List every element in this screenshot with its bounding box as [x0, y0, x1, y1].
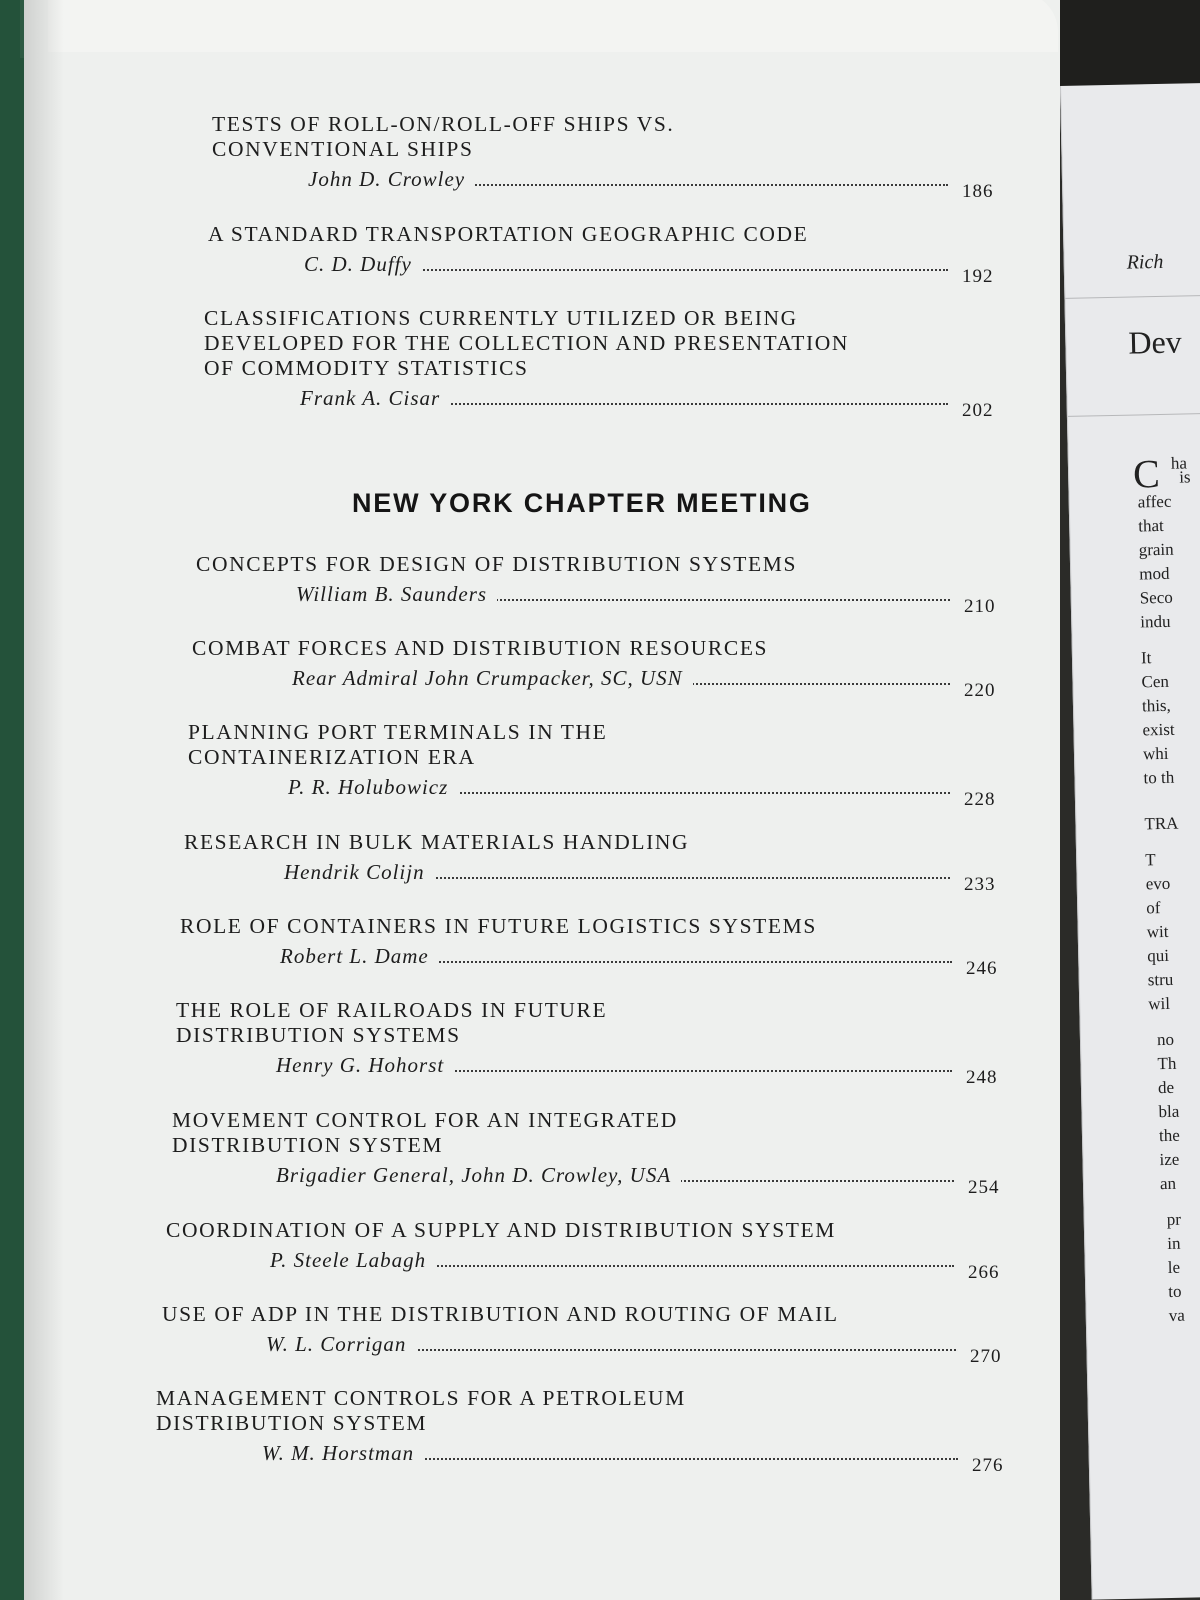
entry-author: Robert L. Dame — [280, 944, 439, 969]
author-row — [162, 1332, 1010, 1367]
entry-page-number: 254 — [968, 1177, 1000, 1198]
entry-page-number: 266 — [968, 1262, 1000, 1283]
entry-page-number: 210 — [964, 596, 996, 617]
right-page-text-line: evo — [1145, 873, 1171, 894]
entry-author: Rear Admiral John Crumpacker, SC, USN — [292, 666, 693, 691]
entry-author: Hendrik Colijn — [284, 860, 435, 885]
entry-title-line: THE ROLE OF RAILROADS IN FUTURE — [176, 998, 608, 1022]
entry-title-line: COMBAT FORCES AND DISTRIBUTION RESOURCES — [192, 636, 769, 660]
entry-page-number: 246 — [966, 958, 998, 979]
entry-title-line: CONVENTIONAL SHIPS — [212, 137, 474, 161]
right-page-text-line: indu — [1140, 611, 1171, 632]
toc-entry — [196, 552, 1004, 617]
entry-author: Brigadier General, John D. Crowley, USA — [276, 1163, 681, 1188]
entry-page-number: 192 — [962, 266, 994, 287]
entry-page-number: 228 — [964, 789, 996, 810]
right-page-text-line: wit — [1146, 921, 1169, 942]
author-row — [176, 1053, 1006, 1088]
toc-entry — [156, 1386, 1012, 1476]
right-page-text-line: Th — [1157, 1053, 1177, 1074]
entry-page-number: 248 — [966, 1067, 998, 1088]
right-page-text-line: It — [1140, 648, 1152, 668]
entry-author: John D. Crowley — [308, 167, 475, 192]
right-page-text-line: to — [1168, 1281, 1182, 1301]
entry-author: P. Steele Labagh — [270, 1248, 436, 1273]
right-page-text-line: whi — [1142, 743, 1169, 764]
author-row — [166, 1248, 1008, 1283]
right-page-text-line: stru — [1147, 969, 1174, 990]
entry-page-number: 220 — [964, 680, 996, 701]
toc-entry — [192, 636, 1004, 701]
right-page-title: Dev — [1128, 323, 1183, 361]
author-row — [196, 582, 1004, 617]
right-page-text-line: TRA — [1144, 813, 1179, 834]
author-row — [208, 252, 1002, 287]
right-page-text-line: this, — [1141, 695, 1172, 716]
entry-title-line: CONCEPTS FOR DESIGN OF DISTRIBUTION SYSTEMS — [196, 552, 797, 576]
entry-title-line: DEVELOPED FOR THE COLLECTION AND PRESENTATION — [204, 331, 849, 355]
toc-entry — [188, 720, 1004, 810]
right-page-text-line: ha — [1170, 453, 1188, 473]
author-row — [192, 666, 1004, 701]
author-row — [172, 1163, 1008, 1198]
toc-entry — [176, 998, 1006, 1088]
entry-page-number: 186 — [962, 181, 994, 202]
entry-title-line: MOVEMENT CONTROL FOR AN INTEGRATED — [172, 1108, 678, 1132]
author-row — [184, 860, 1004, 895]
author-row — [188, 775, 1004, 810]
right-page-text-line: pr — [1166, 1209, 1182, 1230]
entry-page-number: 233 — [964, 874, 996, 895]
entry-title-line: CONTAINERIZATION ERA — [188, 745, 476, 769]
right-page-text-line: de — [1157, 1077, 1175, 1098]
entry-title-line: ROLE OF CONTAINERS IN FUTURE LOGISTICS SYSTEMS — [180, 914, 817, 938]
entry-page-number: 276 — [972, 1455, 1004, 1476]
right-page-text-line: wil — [1148, 993, 1171, 1014]
right-page-text-line: bla — [1158, 1101, 1180, 1122]
entry-title-line: DISTRIBUTION SYSTEM — [172, 1133, 444, 1157]
entry-title-line: TESTS OF ROLL-ON/ROLL-OFF SHIPS VS. — [212, 112, 675, 136]
right-page-text-line: grain — [1138, 539, 1174, 560]
entry-author: Frank A. Cisar — [300, 386, 450, 411]
author-row — [180, 944, 1006, 979]
entry-title-line: PLANNING PORT TERMINALS IN THE — [188, 720, 608, 744]
right-page-text-line: ize — [1159, 1149, 1180, 1170]
entry-title-line: OF COMMODITY STATISTICS — [204, 356, 529, 380]
right-page-text-line: Cen — [1141, 671, 1170, 692]
right-page-text-line: an — [1159, 1173, 1177, 1194]
section-heading: NEW YORK CHAPTER MEETING — [352, 488, 812, 518]
entry-author: W. M. Horstman — [262, 1441, 424, 1466]
right-page-header: Rich — [1126, 250, 1164, 274]
right-page-text-line: that — [1138, 515, 1164, 536]
entry-author: C. D. Duffy — [304, 252, 422, 277]
entry-page-number: 270 — [970, 1346, 1002, 1367]
right-page-text-line: va — [1168, 1305, 1186, 1325]
right-page-text-line: is — [1179, 467, 1191, 487]
right-page-text-line: no — [1156, 1029, 1175, 1050]
right-page-text-line: qui — [1147, 945, 1170, 966]
right-page-text-line: le — [1167, 1257, 1181, 1278]
toc-entry — [162, 1302, 1010, 1367]
toc-entry — [172, 1108, 1008, 1198]
entry-title-line: RESEARCH IN BULK MATERIALS HANDLING — [184, 830, 690, 854]
toc-entry — [212, 112, 1002, 202]
right-page-text-line: of — [1146, 898, 1161, 918]
right-page-text-line: mod — [1139, 563, 1170, 584]
right-page-text-line: the — [1158, 1125, 1180, 1146]
right-page-text-line: T — [1145, 850, 1156, 870]
toc-entry — [180, 914, 1006, 979]
toc-entry — [166, 1218, 1008, 1283]
toc-entry — [204, 306, 1002, 421]
right-page-text-line: affec — [1137, 491, 1172, 512]
right-page-text-line: in — [1167, 1233, 1181, 1254]
entry-author: William B. Saunders — [296, 582, 497, 607]
entry-author: Henry G. Hohorst — [276, 1053, 454, 1078]
entry-title-line: COORDINATION OF A SUPPLY AND DISTRIBUTION SYSTEM — [166, 1218, 836, 1242]
toc-entry — [208, 222, 1002, 287]
entry-title-line: USE OF ADP IN THE DISTRIBUTION AND ROUTING OF MAIL — [162, 1302, 839, 1326]
author-row — [156, 1441, 1012, 1476]
toc-entry — [184, 830, 1004, 895]
right-page-text-line: Seco — [1139, 587, 1173, 608]
right-page-text-line: to th — [1143, 767, 1175, 788]
entry-title-line: MANAGEMENT CONTROLS FOR A PETROLEUM — [156, 1386, 686, 1410]
entry-title-line: DISTRIBUTION SYSTEM — [156, 1411, 428, 1435]
entry-author: P. R. Holubowicz — [288, 775, 458, 800]
entry-title-line: CLASSIFICATIONS CURRENTLY UTILIZED OR BEING — [204, 306, 798, 330]
entry-title-line: A STANDARD TRANSPORTATION GEOGRAPHIC CODE — [208, 222, 809, 246]
entry-title-line: DISTRIBUTION SYSTEMS — [176, 1023, 461, 1047]
author-row — [204, 386, 1002, 421]
entry-page-number: 202 — [962, 400, 994, 421]
right-page-drop-cap: C — [1132, 450, 1161, 497]
right-page-text-line: exist — [1142, 719, 1175, 740]
author-row — [212, 167, 1002, 202]
entry-author: W. L. Corrigan — [266, 1332, 416, 1357]
